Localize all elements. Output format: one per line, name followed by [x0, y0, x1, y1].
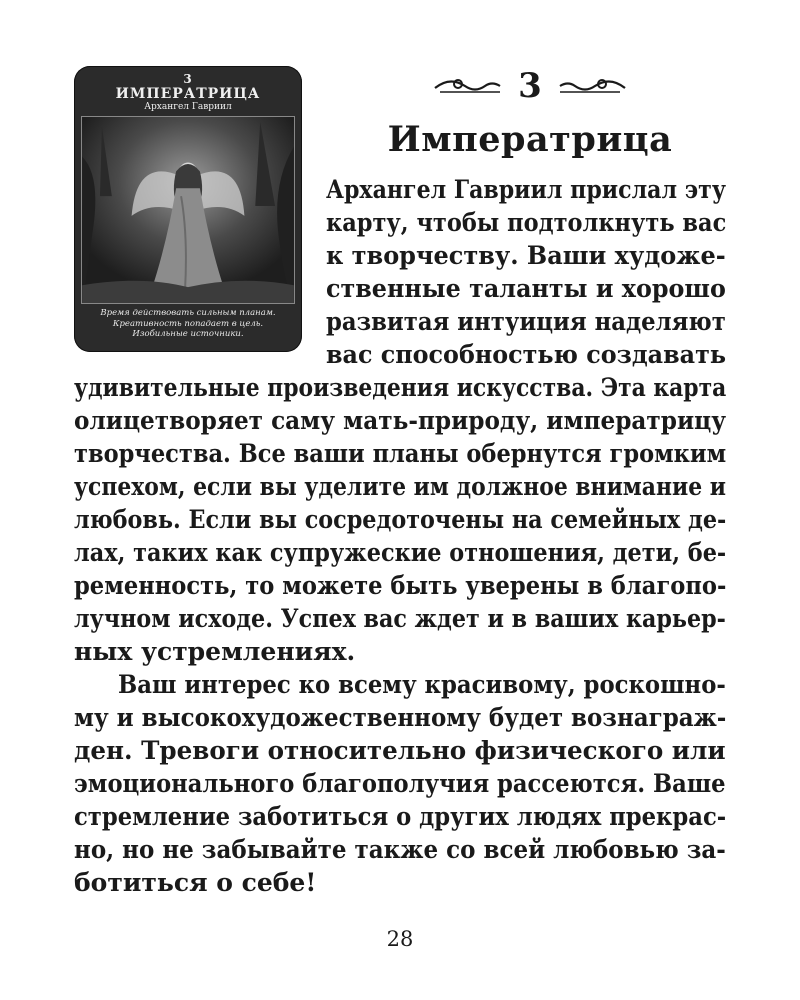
text-line: ственные таланты и хорошо — [326, 274, 726, 303]
text-line: лах, таких как супружеские отношения, дети, бе- — [74, 538, 727, 567]
card-caption: Время действовать сильным планам. Креативность попадает в цель. Изобильные источники. — [100, 308, 276, 339]
text-line: творчества. Все ваши планы обернутся громким — [74, 439, 727, 468]
text-line: к творчеству. Ваши художе- — [326, 241, 726, 270]
text-line: карту, чтобы подтолкнуть вас — [326, 208, 727, 237]
text-line: Ваш интерес ко всему красивому, роскошно- — [118, 670, 726, 699]
tarot-card-image — [74, 66, 302, 352]
text-line: ботиться о себе! — [74, 868, 317, 897]
text-line: удивительные произведения искусства. Эта карта — [74, 373, 727, 402]
text-line: успехом, если вы уделите им должное внимание и — [74, 472, 726, 501]
text-line: му и высокохудожественному будет вознаграж- — [74, 703, 727, 732]
text-line: вас способностью создавать — [326, 340, 726, 369]
text-line: олицетворяет саму мать-природу, императрицу — [74, 406, 727, 435]
text-line: лучном исходе. Успех вас ждет и в ваших карьер- — [74, 604, 726, 633]
text-line: ременность, то можете быть уверены в благопо- — [74, 571, 727, 600]
page-number: 28 — [386, 927, 414, 951]
text-line: ден. Тревоги относительно физического или — [74, 736, 726, 765]
text-line: Архангел Гавриил прислал эту — [326, 175, 726, 204]
text-line: ных устремлениях. — [74, 637, 356, 666]
card-number: 3 — [183, 72, 193, 86]
chapter-title: Императрица — [387, 119, 673, 160]
text-line: развитая интуиция наделяют — [326, 307, 726, 336]
text-line: эмоционального благополучия рассеются. Ваше — [74, 769, 726, 798]
chapter-number: 3 — [518, 66, 542, 106]
text-line: любовь. Если вы сосредоточены на семейных де- — [74, 505, 727, 534]
card-subtitle: Архангел Гавриил — [144, 102, 232, 112]
angel-illustration — [81, 116, 295, 304]
text-line: но, но не забывайте также со всей любовью за- — [74, 835, 726, 864]
card-title: ИМПЕРАТРИЦА — [115, 86, 261, 102]
text-line: стремление заботиться о других людях прекрас- — [74, 802, 727, 831]
